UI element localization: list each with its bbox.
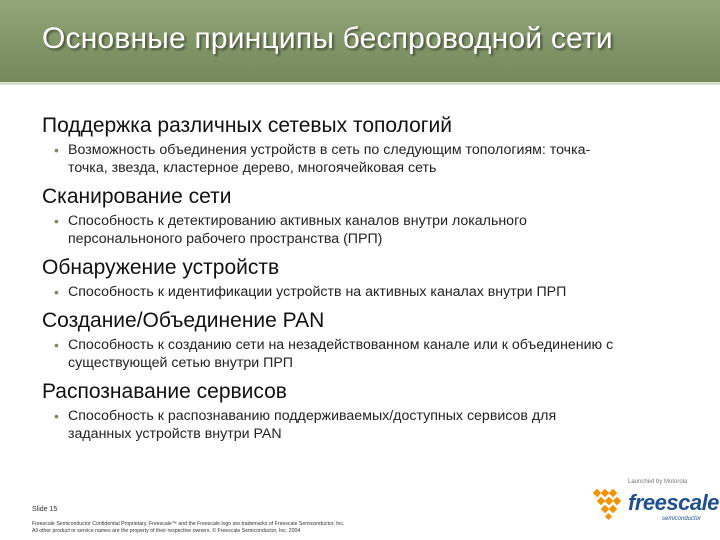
legal-notice (32, 521, 452, 534)
bullet-text-line: Способность к распознаванию поддерживаемых/доступных сервисов для (68, 408, 557, 424)
bullet-text-line: Способность к детектированию активных каналов внутри локального (68, 213, 527, 229)
bullet-icon: • (54, 284, 59, 300)
bullet-text-line: персональноного рабочего пространства (ПРП) (68, 231, 383, 247)
bullet-icon: • (54, 408, 59, 424)
slide-content (42, 112, 702, 449)
slide-title: Основные принципы беспроводной сети (42, 22, 613, 55)
logo-launched-text: Launched by Motorola (628, 479, 688, 485)
bullet-text-line: точка, звезда, кластерное дерево, многоячейковая сеть (68, 160, 437, 176)
freescale-logo-icon (592, 488, 626, 522)
bullet-list (42, 336, 702, 372)
bullet-icon: • (54, 142, 59, 158)
slide-number: Slide 15 (32, 506, 58, 513)
section-heading: Сканирование сети (42, 185, 232, 208)
section-heading: Поддержка различных сетевых топологий (42, 114, 452, 137)
freescale-logo (592, 476, 718, 536)
section-heading: Обнаружение устройств (42, 256, 280, 279)
bullet-icon: • (54, 213, 59, 229)
bullet-item (42, 336, 702, 372)
section-heading: Распознавание сервисов (42, 380, 287, 403)
bullet-item (42, 212, 702, 248)
bullet-list (42, 141, 702, 177)
title-bar (0, 0, 720, 82)
bullet-text-line: существующей сетью внутри ПРП (68, 355, 293, 371)
logo-subtitle: semiconductor (662, 516, 702, 522)
bullet-list (42, 283, 702, 301)
title-divider (0, 82, 720, 85)
bullet-list (42, 407, 702, 443)
bullet-icon: • (54, 337, 59, 353)
bullet-text-line: заданных устройств внутри PAN (68, 426, 282, 442)
bullet-text-line: Возможность объединения устройств в сеть по следующим топологиям: точка- (68, 142, 591, 158)
bullet-text-line: Способность к идентификации устройств на активных каналах внутри ПРП (68, 284, 567, 300)
bullet-text-line: Способность к созданию сети на незадействованном канале или к объединению с (68, 337, 614, 353)
logo-wordmark: freescale (628, 490, 719, 515)
bullet-item (42, 283, 702, 301)
bullet-item (42, 141, 702, 177)
legal-line-2: All other product or service names are the property of their respective owners. © Freescale Semiconductor, Inc. 2004 (32, 527, 301, 534)
bullet-list (42, 212, 702, 248)
legal-line-1: Freescale Semiconductor Confidential Proprietary. Freescale™ and the Freescale logo are trademarks of Freescale Semiconductor, Inc. (32, 521, 345, 527)
section-heading: Создание/Объединение PAN (42, 309, 325, 332)
bullet-item (42, 407, 702, 443)
